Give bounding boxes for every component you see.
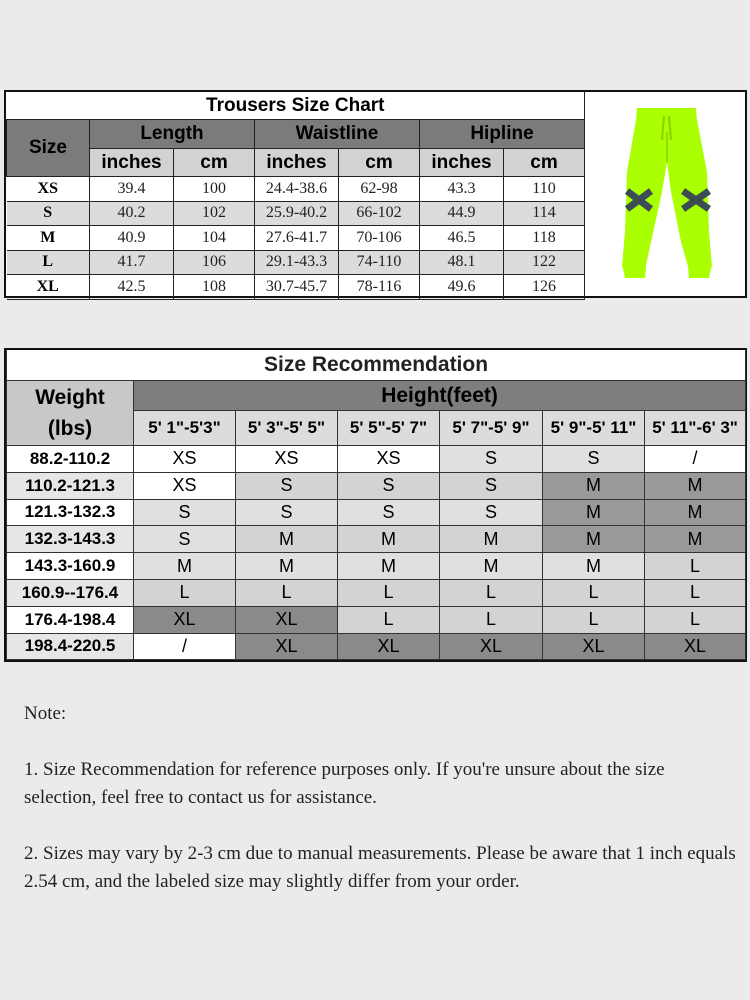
size-chart-row [7,226,585,251]
hipline-header: Hipline [420,120,585,149]
measurement-cell: 29.1-43.3 [255,250,339,275]
recommended-size-cell: L [543,579,645,606]
size-chart-row [7,177,585,202]
recommended-size-cell: M [440,526,543,553]
size-chart-row [7,250,585,275]
measurement-cell: 39.4 [90,177,174,202]
recommended-size-cell: S [236,472,338,499]
size-chart-title: Trousers Size Chart [7,92,585,120]
recommended-size-cell: XS [236,446,338,473]
note-item-1: 1. Size Recommendation for reference purposes only. If you're unsure about the size selection, feel free to contact us for assistance. [24,759,665,808]
size-recommendation [4,348,747,662]
recommended-size-cell: / [134,633,236,660]
size-recommendation-table [6,350,746,660]
measurement-cell: 25.9-40.2 [255,201,339,226]
recommended-size-cell: M [645,499,746,526]
waistline-header: Waistline [255,120,420,149]
measurement-cell: 46.5 [420,226,504,251]
weight-cell: 160.9--176.4 [7,579,134,606]
recommended-size-cell: L [543,606,645,633]
recommended-size-cell: M [543,499,645,526]
recommended-size-cell: M [543,553,645,580]
measurement-cell: 43.3 [420,177,504,202]
recommended-size-cell: S [440,472,543,499]
recommended-size-cell: XL [338,633,440,660]
unit-header: inches [90,149,174,177]
measurement-cell: 42.5 [90,275,174,300]
measurement-cell: 122 [504,250,585,275]
unit-header: cm [339,149,420,177]
recommendation-title: Size Recommendation [7,350,746,381]
height-range-header: 5' 5"-5' 7" [338,411,440,446]
recommended-size-cell: L [338,606,440,633]
recommended-size-cell: XS [134,472,236,499]
product-image [584,92,745,296]
weight-cell: 143.3-160.9 [7,553,134,580]
unit-header: cm [174,149,255,177]
measurement-cell: 27.6-41.7 [255,226,339,251]
weight-cell: 88.2-110.2 [7,446,134,473]
recommended-size-cell: S [338,499,440,526]
measurement-cell: 110 [504,177,585,202]
recommended-size-cell: M [134,553,236,580]
length-header: Length [90,120,255,149]
measurement-cell: 49.6 [420,275,504,300]
recommended-size-cell: / [645,446,746,473]
recommended-size-cell: XL [236,633,338,660]
trousers-icon [585,92,748,296]
weight-cell: 110.2-121.3 [7,472,134,499]
measurement-cell: 126 [504,275,585,300]
recommended-size-cell: M [338,553,440,580]
measurement-cell: 70-106 [339,226,420,251]
measurement-cell: 74-110 [339,250,420,275]
recommended-size-cell: L [338,579,440,606]
recommended-size-cell: S [543,446,645,473]
recommended-size-cell: L [236,579,338,606]
weight-header: Weight (lbs) [7,381,134,446]
measurement-cell: 41.7 [90,250,174,275]
size-cell: XL [7,275,90,300]
size-cell: L [7,250,90,275]
weight-cell: 121.3-132.3 [7,499,134,526]
recommended-size-cell: M [543,472,645,499]
measurement-cell: 62-98 [339,177,420,202]
recommended-size-cell: M [645,526,746,553]
height-range-header: 5' 9"-5' 11" [543,411,645,446]
recommended-size-cell: XS [338,446,440,473]
recommended-size-cell: S [338,472,440,499]
height-range-header: 5' 11"-6' 3" [645,411,746,446]
measurement-cell: 44.9 [420,201,504,226]
recommended-size-cell: XL [543,633,645,660]
recommendation-row [7,633,746,660]
recommended-size-cell: L [645,579,746,606]
recommendation-row [7,606,746,633]
unit-header: inches [420,149,504,177]
size-chart-table [6,92,585,300]
recommended-size-cell: XL [236,606,338,633]
recommendation-row [7,553,746,580]
measurement-cell: 100 [174,177,255,202]
measurement-cell: 30.7-45.7 [255,275,339,300]
measurement-cell: 78-116 [339,275,420,300]
size-cell: XS [7,177,90,202]
recommended-size-cell: L [440,606,543,633]
recommended-size-cell: M [645,472,746,499]
recommended-size-cell: L [645,606,746,633]
recommended-size-cell: XL [645,633,746,660]
size-chart-row [7,275,585,300]
measurement-cell: 40.2 [90,201,174,226]
measurement-cell: 106 [174,250,255,275]
size-header: Size [7,120,90,177]
recommended-size-cell: M [236,526,338,553]
recommendation-row [7,579,746,606]
recommended-size-cell: M [440,553,543,580]
recommended-size-cell: XS [134,446,236,473]
measurement-cell: 118 [504,226,585,251]
recommended-size-cell: L [440,579,543,606]
recommended-size-cell: S [134,526,236,553]
measurement-cell: 48.1 [420,250,504,275]
recommended-size-cell: S [440,446,543,473]
measurement-cell: 66-102 [339,201,420,226]
recommendation-row [7,526,746,553]
recommended-size-cell: L [134,579,236,606]
weight-cell: 176.4-198.4 [7,606,134,633]
recommended-size-cell: L [645,553,746,580]
measurement-cell: 24.4-38.6 [255,177,339,202]
recommended-size-cell: M [338,526,440,553]
recommended-size-cell: XL [440,633,543,660]
recommendation-row [7,499,746,526]
note-label: Note: [24,703,67,724]
trousers-size-chart [4,90,747,298]
measurement-cell: 108 [174,275,255,300]
measurement-cell: 104 [174,226,255,251]
recommended-size-cell: M [543,526,645,553]
recommended-size-cell: S [440,499,543,526]
weight-cell: 132.3-143.3 [7,526,134,553]
recommended-size-cell: XL [134,606,236,633]
note-item-2: 2. Sizes may vary by 2-3 cm due to manual measurements. Please be aware that 1 inch equals 2.54 cm, and the labeled size may slightly differ from your order. [24,843,736,892]
height-range-header: 5' 7"-5' 9" [440,411,543,446]
recommended-size-cell: S [236,499,338,526]
measurement-cell: 114 [504,201,585,226]
size-cell: S [7,201,90,226]
unit-header: inches [255,149,339,177]
recommendation-row [7,446,746,473]
height-range-header: 5' 1"-5'3" [134,411,236,446]
height-header: Height(feet) [134,381,746,411]
unit-header: cm [504,149,585,177]
measurement-cell: 102 [174,201,255,226]
recommended-size-cell: M [236,553,338,580]
recommendation-row [7,472,746,499]
measurement-cell: 40.9 [90,226,174,251]
size-chart-row [7,201,585,226]
weight-cell: 198.4-220.5 [7,633,134,660]
height-range-header: 5' 3"-5' 5" [236,411,338,446]
size-cell: M [7,226,90,251]
recommended-size-cell: S [134,499,236,526]
notes [24,700,736,924]
